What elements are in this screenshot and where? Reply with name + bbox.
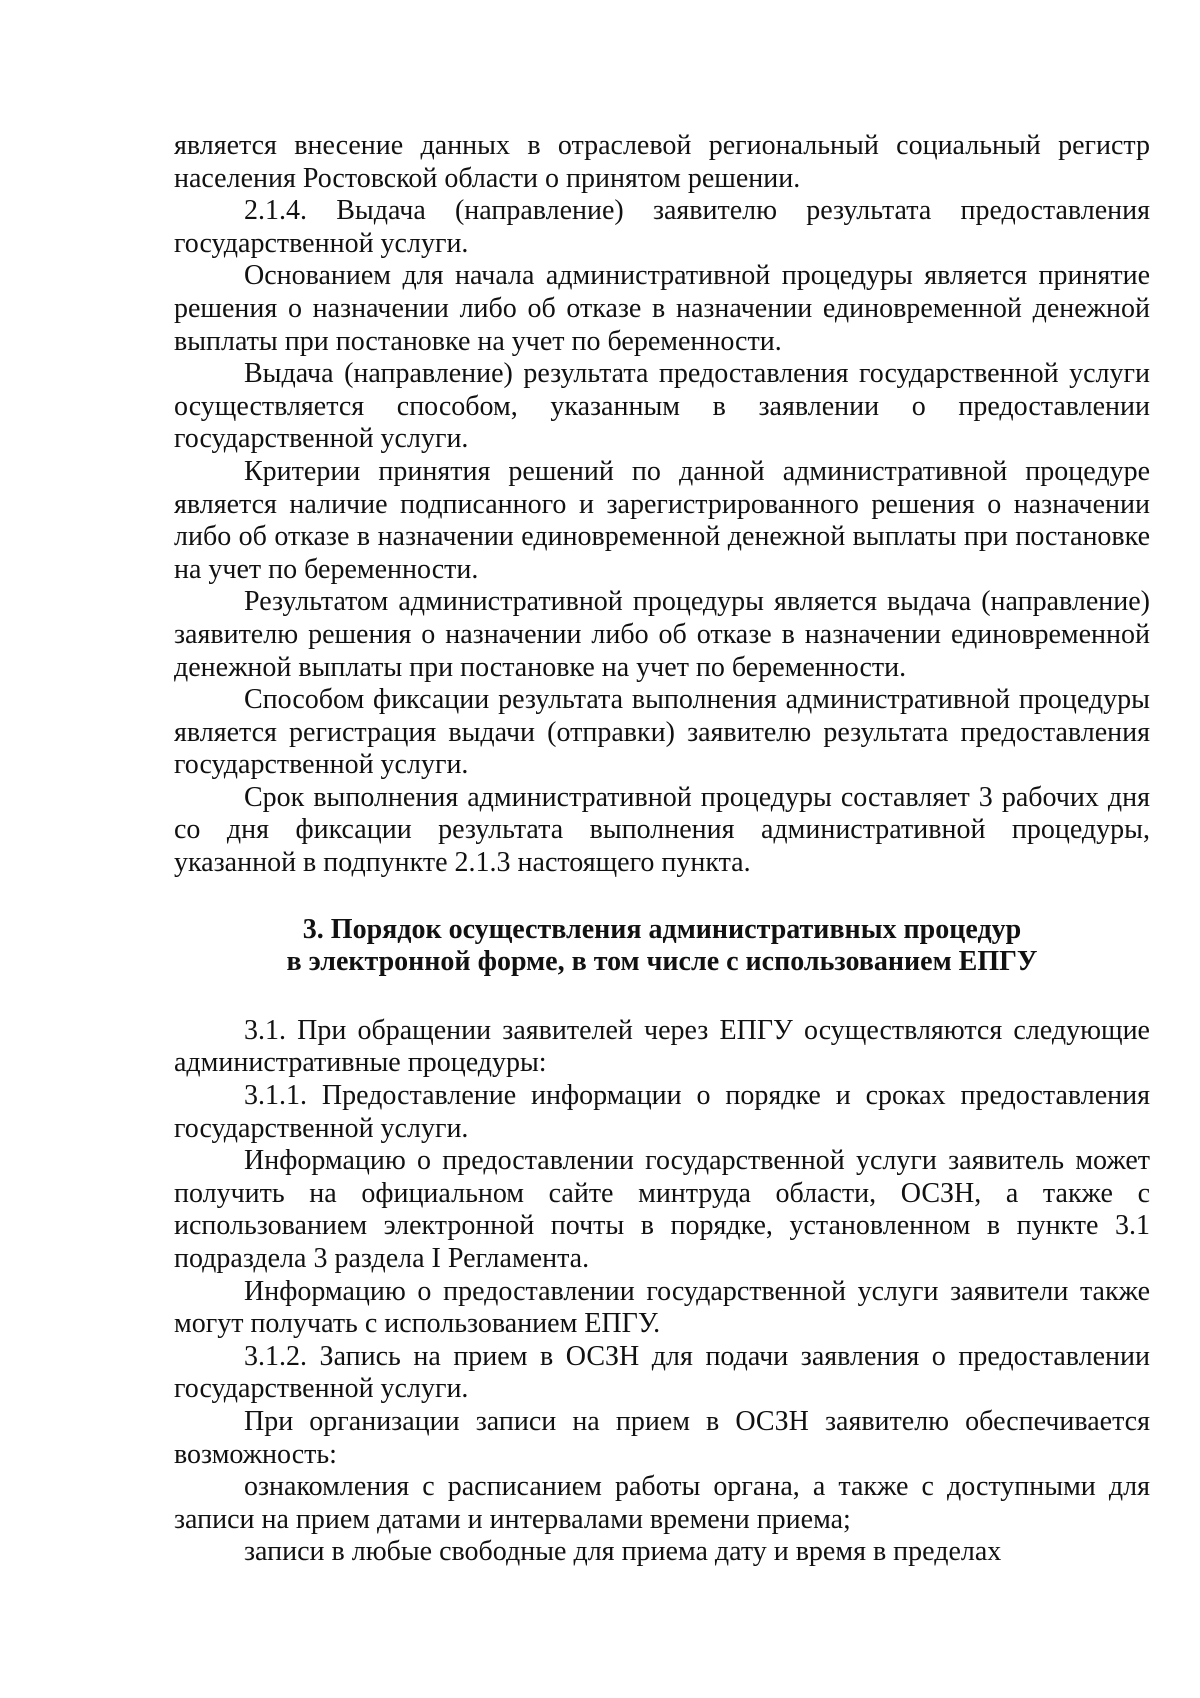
- paragraph: 3.1. При обращении заявителей через ЕПГУ осуществляются следующие административные процедуры:: [174, 1014, 1150, 1079]
- paragraph: ознакомления с расписанием работы органа, а также с доступными для записи на прием датами и интервалами времени приема;: [174, 1471, 1150, 1535]
- paragraph: Информацию о предоставлении государственной услуги заявители также могут получать с использованием ЕПГУ.: [174, 1275, 1150, 1340]
- document-page: [174, 130, 1150, 1569]
- paragraph: является внесение данных в отраслевой региональный социальный регистр населения Ростовской области о принятом решении.: [174, 130, 1150, 194]
- section-heading-line: в электронной форме, в том числе с использованием ЕПГУ: [286, 946, 1038, 978]
- paragraph: Выдача (направление) результата предоставления государственной услуги осуществляется способом, указанным в заявлении о предоставлении государственной услуги.: [174, 358, 1150, 455]
- paragraph: Способом фиксации результата выполнения административной процедуры является регистрация выдачи (отправки) заявителю результата предоставления государственной услуги.: [174, 684, 1150, 781]
- paragraph: Срок выполнения административной процедуры составляет 3 рабочих дня со дня фиксации результата выполнения административной процедуры, указанной в подпункте 2.1.3 настоящего пункта.: [174, 781, 1150, 879]
- paragraph: 3.1.2. Запись на прием в ОСЗН для подачи заявления о предоставлении государственной услуги.: [174, 1340, 1150, 1405]
- paragraph: Информацию о предоставлении государственной услуги заявитель может получить на официальном сайте минтруда области, ОСЗН, а также с использованием электронной почты в порядке, установленном в пункте 3.1 подраздела 3 раздела I Регламента.: [174, 1145, 1150, 1274]
- paragraph: При организации записи на прием в ОСЗН заявителю обеспечивается возможность:: [174, 1405, 1150, 1470]
- paragraph: Основанием для начала административной процедуры является принятие решения о назначении либо об отказе в назначении единовременной денежной выплаты при постановке на учет по беременности.: [174, 260, 1150, 357]
- paragraph: 2.1.4. Выдача (направление) заявителю результата предоставления государственной услуги.: [174, 195, 1150, 259]
- paragraph: Критерии принятия решений по данной административной процедуре является наличие подписанного и зарегистрированного решения о назначении либо об отказе в назначении единовременной денежной выплаты при постановке на учет по беременности.: [174, 455, 1150, 585]
- section-heading: [174, 914, 1150, 979]
- paragraph: Результатом административной процедуры является выдача (направление) заявителю решения о назначении либо об отказе в назначении единовременной денежной выплаты при постановке на учет по беременности.: [174, 586, 1150, 683]
- paragraph: записи в любые свободные для приема дату и время в пределах: [244, 1536, 1002, 1568]
- section-heading-line: 3. Порядок осуществления административных процедур: [302, 913, 1022, 945]
- paragraph: 3.1.1. Предоставление информации о порядке и сроках предоставления государственной услуги.: [174, 1080, 1150, 1144]
